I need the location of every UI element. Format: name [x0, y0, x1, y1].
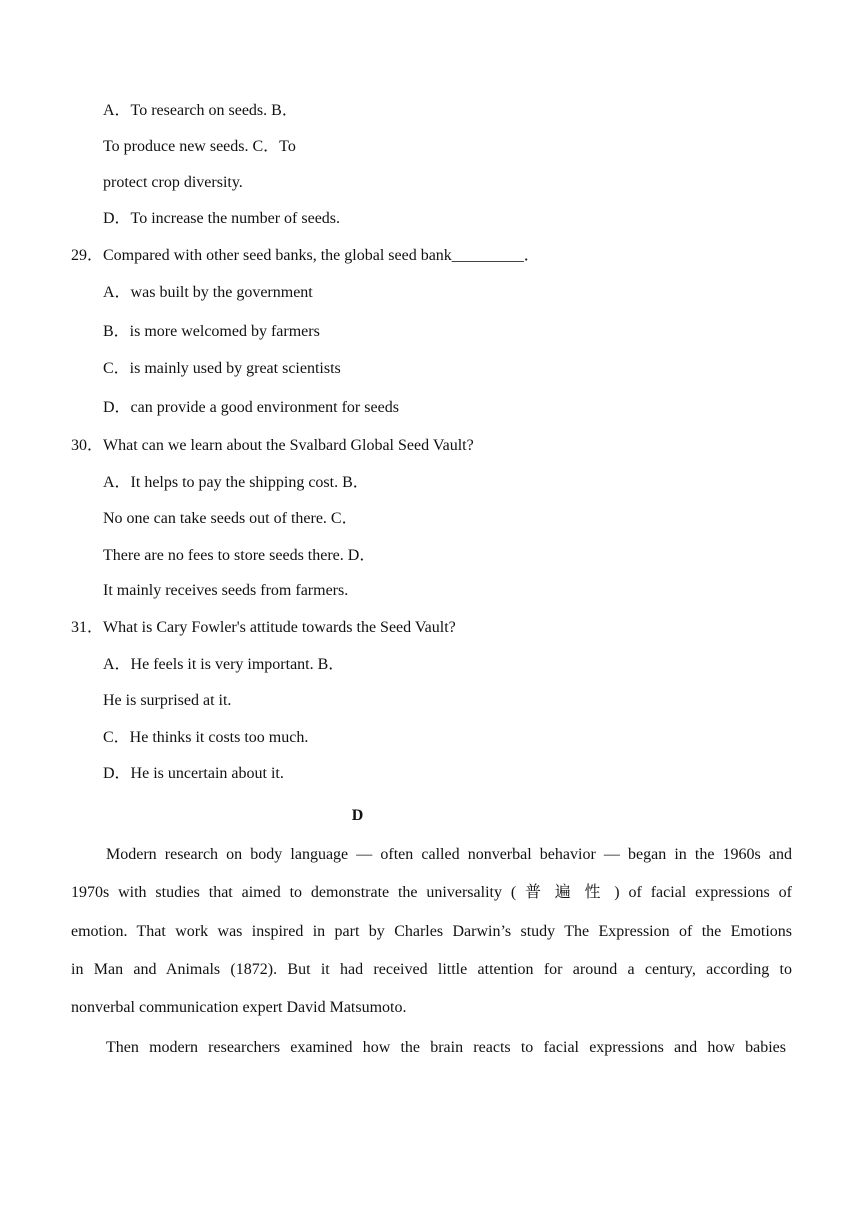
q30-option-line-1: A．It helps to pay the shipping cost. B． [103, 474, 369, 491]
q31-option-c: C．He thinks it costs too much. [103, 729, 309, 746]
q30-option-line-3: There are no fees to store seeds there. D． [103, 547, 376, 564]
q29-option-b: B．is more welcomed by farmers [103, 323, 320, 340]
q29-option-a: A．was built by the government [103, 284, 313, 301]
q31-option-line-1: A．He feels it is very important. B． [103, 656, 345, 673]
q28-option-line-3: protect crop diversity. [103, 174, 243, 191]
section-title: D [351, 807, 364, 824]
paragraph-line: in Man and Animals (1872). But it had received little attention for around a century, according to [71, 961, 792, 978]
paragraph-line: 1970s with studies that aimed to demonstrate the universality ( 普 遍 性 ) of facial expressions of [71, 884, 792, 901]
q31-stem: 31．What is Cary Fowler's attitude towards the Seed Vault? [71, 619, 456, 636]
paragraph-line: Then modern researchers examined how the brain reacts to facial expressions and how babies [106, 1039, 786, 1056]
q30-stem: 30．What can we learn about the Svalbard Global Seed Vault? [71, 437, 474, 454]
paragraph-line: nonverbal communication expert David Matsumoto. [71, 999, 407, 1016]
q28-option-d: D．To increase the number of seeds. [103, 210, 341, 227]
q30-option-line-4: It mainly receives seeds from farmers. [103, 582, 349, 599]
paragraph-line: emotion. That work was inspired in part by Charles Darwin’s study The Expression of the Emotions [71, 923, 792, 940]
q31-option-d: D．He is uncertain about it. [103, 765, 284, 782]
q31-option-line-2: He is surprised at it. [103, 692, 232, 709]
q29-option-d: D．can provide a good environment for seeds [103, 399, 399, 416]
q30-option-line-2: No one can take seeds out of there. C． [103, 510, 358, 527]
q28-option-line-2: To produce new seeds. C．To [103, 138, 296, 155]
paragraph-line: Modern research on body language — often called nonverbal behavior — began in the 1960s and [106, 846, 792, 863]
q29-stem: 29．Compared with other seed banks, the global seed bank_________． [71, 247, 540, 264]
q28-option-line-1: A．To research on seeds. B． [103, 102, 298, 119]
q29-option-c: C．is mainly used by great scientists [103, 360, 341, 377]
